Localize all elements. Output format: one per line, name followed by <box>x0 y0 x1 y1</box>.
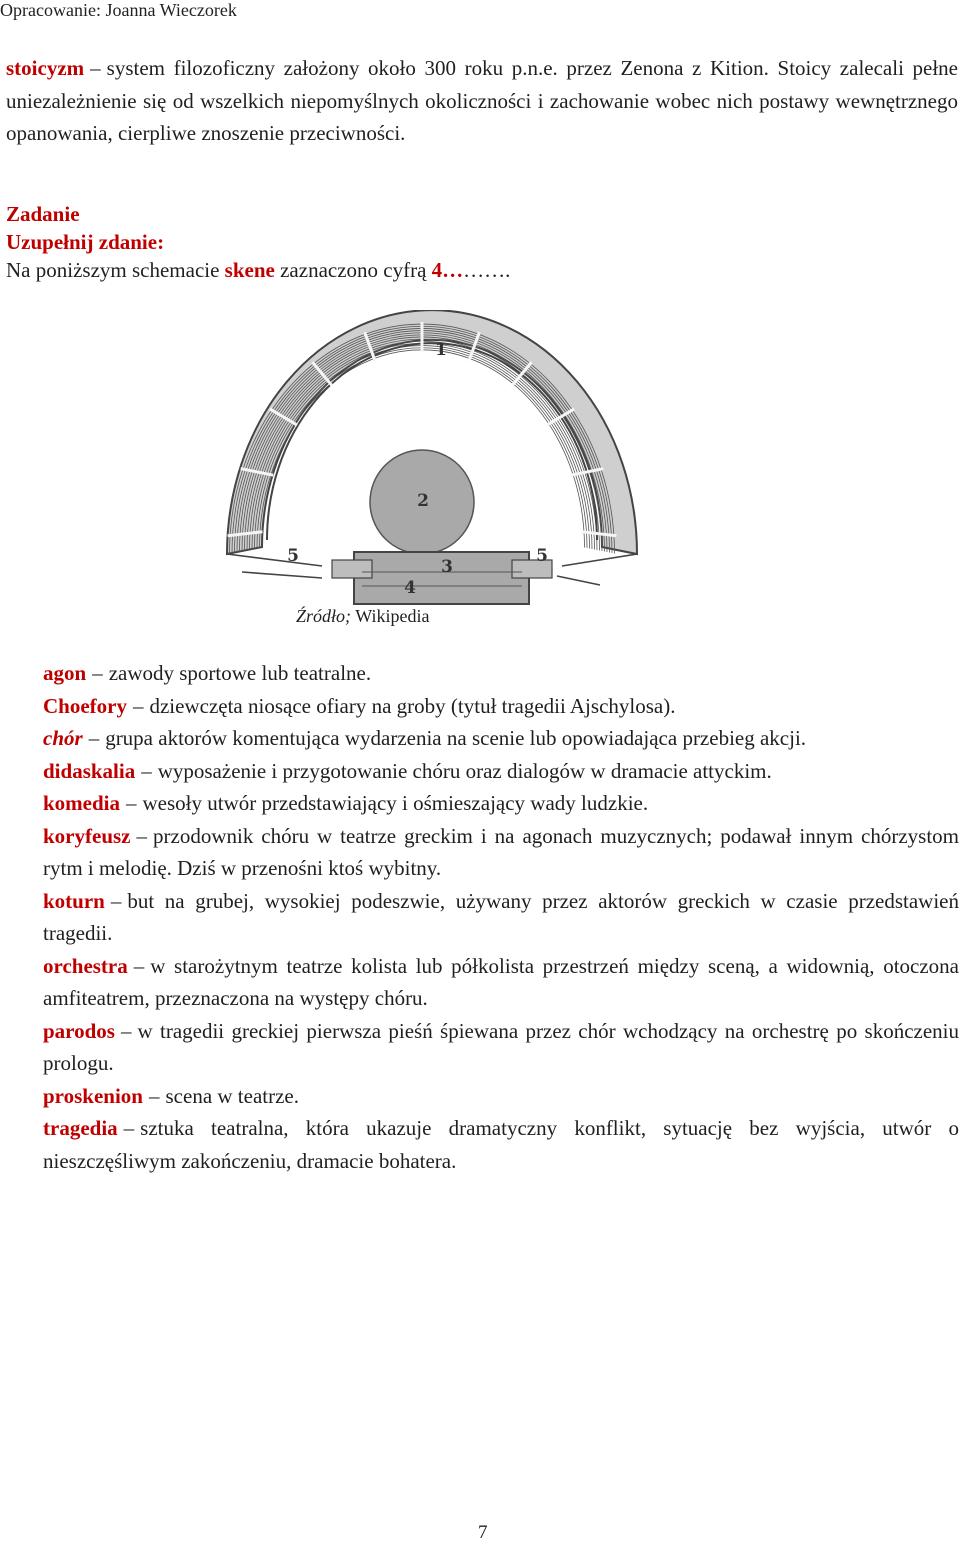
glossary-entry: proskenion – scena w teatrze. <box>43 1083 299 1108</box>
glossary-entry: komedia – wesoły utwór przedstawiający i ośmieszający wady ludzkie. <box>43 791 649 815</box>
glossary-definition: but na grubej, wysokiej podeszwie, używany przez aktorów greckich w czasie przedstawień tragedii. <box>43 888 959 945</box>
greek-theatre-diagram <box>222 310 642 610</box>
glossary-entry: tragedia – sztuka teatralna, która ukazuje dramatyczny konflikt, sytuację bez wyjścia, utwór o nieszczęśliwym zakończeniu, dramacie bohatera. <box>43 1116 959 1173</box>
glossary-term: koturn <box>43 888 105 913</box>
glossary-entry: parodos – w tragedii greckiej pierwsza pieśń śpiewana przez chór wchodzący na orchestrę po skończeniu prologu. <box>43 1018 959 1075</box>
page-number: 7 <box>478 1522 488 1543</box>
stoicism-paragraph: stoicyzm – system filozoficzny założony około 300 roku p.n.e. przez Zenona z Kition. Stoicy zalecali pełne uniezależnienie się od wszelkich niepomyślnych okoliczności i zachowanie wobec nich postawy wewnętrznego opanowania, cierpliwe znoszenie przeciwności. <box>6 56 958 145</box>
glossary-definition: sztuka teatralna, która ukazuje dramatyczny konflikt, sytuację bez wyjścia, utwór o nieszczęśliwym zakończeniu, dramacie bohatera. <box>43 1116 959 1173</box>
glossary-entry: agon – zawody sportowe lub teatralne. <box>43 661 372 685</box>
glossary-definition: przodownik chóru w teatrze greckim i na agonach muzycznych; podawał innym chórzystom rytm i melodię. Dziś w przenośni ktoś wybitny. <box>43 823 959 880</box>
label-1: 1 <box>435 340 447 360</box>
task-answer: 4… <box>431 258 464 282</box>
glossary-term: koryfeusz <box>43 823 131 848</box>
glossary-term: tragedia <box>43 1116 118 1140</box>
skene-term: skene <box>224 258 275 282</box>
label-2: 2 <box>417 491 429 511</box>
glossary-term: orchestra <box>43 953 128 978</box>
glossary-entry: orchestra – w starożytnym teatrze kolista lub półkolista przestrzeń między sceną, a widownią, otoczona amfiteatrem, przeznaczona na występy chóru. <box>43 953 959 1010</box>
label-5-left: 5 <box>287 546 299 566</box>
task-block <box>6 200 510 284</box>
glossary-entry: Choefory – dziewczęta niosące ofiary na groby (tytuł tragedii Ajschylosa). <box>43 693 676 718</box>
glossary-term: proskenion <box>43 1083 143 1108</box>
glossary-term: parodos <box>43 1018 115 1043</box>
glossary-definition: dziewczęta niosące ofiary na groby (tytuł tragedii Ajschylosa). <box>149 693 676 718</box>
glossary-entry: chór – grupa aktorów komentująca wydarzenia na scenie lub opowiadająca przebieg akcji. <box>43 726 807 750</box>
glossary-term: Choefory <box>43 693 127 718</box>
image-source: Źródło; Wikipedia <box>296 606 430 626</box>
stoicism-term: stoicyzm <box>6 56 85 80</box>
task-title: Zadanie <box>6 202 80 226</box>
glossary-definition: scena w teatrze. <box>165 1083 299 1108</box>
glossary-entry: koryfeusz – przodownik chóru w teatrze greckim i na agonach muzycznych; podawał innym chórzystom rytm i melodię. Dziś w przenośni ktoś wybitny. <box>43 823 959 880</box>
label-3: 3 <box>441 557 453 577</box>
glossary-entry: didaskalia – wyposażenie i przygotowanie chóru oraz dialogów w dramacie attyckim. <box>43 758 772 783</box>
glossary-entry: koturn – but na grubej, wysokiej podeszwie, używany przez aktorów greckich w czasie przedstawień tragedii. <box>43 888 959 945</box>
glossary-definition: wesoły utwór przedstawiający i ośmieszający wady ludzkie. <box>142 791 649 815</box>
glossary-definition: w tragedii greckiej pierwsza pieśń śpiewana przez chór wchodzący na orchestrę po skończeniu prologu. <box>43 1018 959 1075</box>
author-header: Opracowanie: Joanna Wieczorek <box>0 0 237 20</box>
glossary-term: didaskalia <box>43 758 136 783</box>
glossary-definition: wyposażenie i przygotowanie chóru oraz dialogów w dramacie attyckim. <box>157 758 772 783</box>
glossary-definition: zawody sportowe lub teatralne. <box>108 661 372 685</box>
task-sentence: Na poniższym schemacie skene zaznaczono cyfrą 4………. <box>6 258 511 282</box>
label-4: 4 <box>404 578 416 598</box>
label-5-right: 5 <box>536 546 548 566</box>
task-blank: ……. <box>463 258 511 282</box>
stoicism-definition: system filozoficzny założony około 300 roku p.n.e. przez Zenona z Kition. Stoicy zalecali pełne uniezależnienie się od wszelkich niepomyślnych okoliczności i zachowanie wobec nich postawy wewnętrznego opanowania, cierpliwe znoszenie przeciwności. <box>6 56 958 145</box>
glossary-term: komedia <box>43 791 121 815</box>
glossary-list <box>43 657 959 1177</box>
glossary-term: agon <box>43 661 87 685</box>
glossary-term: chór <box>43 726 83 750</box>
task-subtitle: Uzupełnij zdanie: <box>6 230 165 254</box>
glossary-definition: w starożytnym teatrze kolista lub półkolista przestrzeń między sceną, a widownią, otoczona amfiteatrem, przeznaczona na występy chóru. <box>43 953 959 1010</box>
glossary-definition: grupa aktorów komentująca wydarzenia na scenie lub opowiadająca przebieg akcji. <box>105 726 807 750</box>
